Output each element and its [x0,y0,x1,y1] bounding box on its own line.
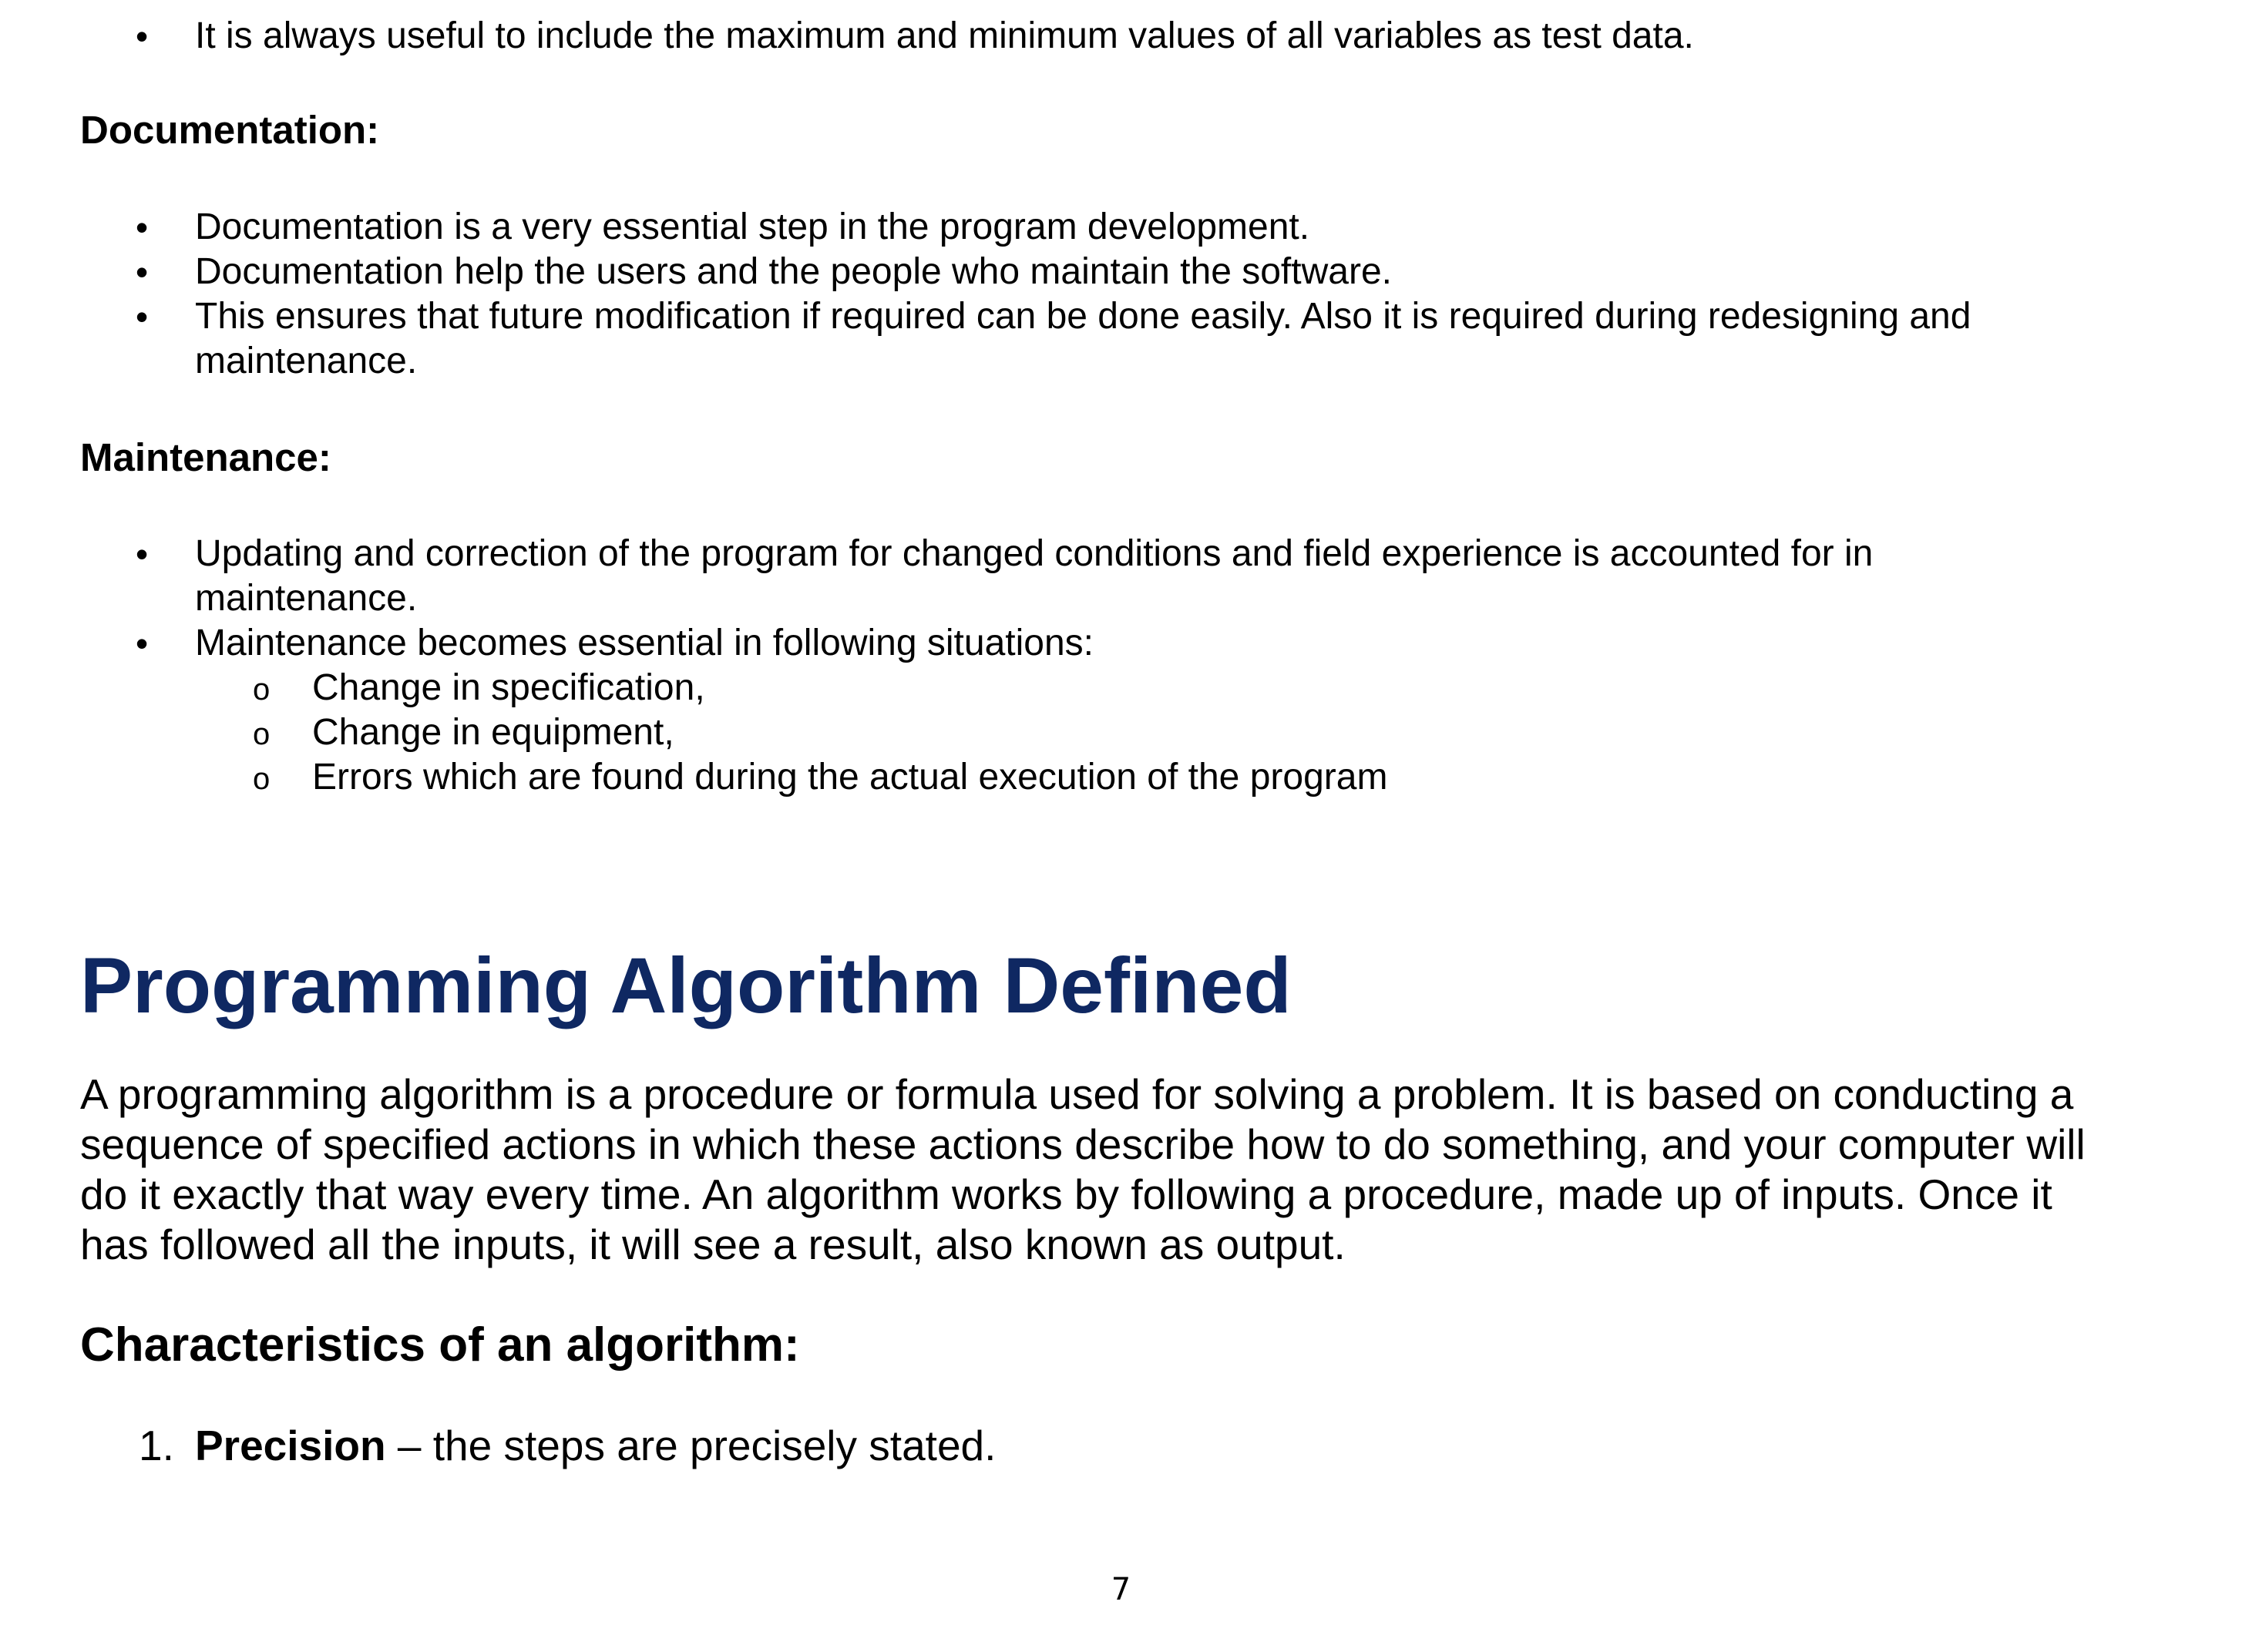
page-number: 7 [1111,1572,1131,1607]
maintenance-sub-bullet-3: Errors which are found during the actual execution of the program [312,757,1388,797]
list-item-term: Precision [195,1422,386,1469]
list-item-number: 1. [139,1422,174,1469]
documentation-bullet-3: This ensures that future modification if required can be done easily. Also it is required during redesigning and [195,296,1971,337]
algorithm-paragraph-line-3: do it exactly that way every time. An algorithm works by following a procedure, made up of inputs. Once it [80,1170,2052,1218]
algorithm-paragraph-line-4: has followed all the inputs, it will see a result, also known as output. [80,1221,1346,1268]
documentation-bullet-1: Documentation is a very essential step in the program development. [195,206,1310,247]
bullet-marker: • [136,534,149,574]
bullet-marker: • [136,297,149,337]
algorithm-section-title: Programming Algorithm Defined [80,942,1292,1029]
sub-bullet-marker: o [253,673,271,707]
bullet-marker: • [136,252,149,292]
maintenance-bullet-1: Updating and correction of the program for changed conditions and field experience is accounted for in [195,533,1874,574]
algorithm-paragraph-line-1: A programming algorithm is a procedure or formula used for solving a problem. It is based on conducting a [80,1070,2074,1118]
testing-bullet-text: It is always useful to include the maximum and minimum values of all variables as test data. [195,15,1694,56]
documentation-bullet-3-continuation: maintenance. [195,341,418,381]
bullet-marker: • [136,623,149,663]
sub-bullet-marker: o [253,717,271,751]
maintenance-bullet-1-continuation: maintenance. [195,578,418,619]
sub-bullet-marker: o [253,762,271,796]
maintenance-heading: Maintenance: [80,435,331,479]
bullet-marker: • [136,16,149,56]
algorithm-paragraph-line-2: sequence of specified actions in which these actions describe how to do something, and your computer will [80,1120,2086,1168]
bullet-marker: • [136,207,149,247]
documentation-bullet-2: Documentation help the users and the people who maintain the software. [195,251,1392,292]
maintenance-sub-bullet-2: Change in equipment, [312,712,674,753]
characteristics-heading: Characteristics of an algorithm: [80,1318,800,1372]
documentation-heading: Documentation: [80,108,380,152]
list-item-description: – the steps are precisely stated. [385,1422,997,1469]
maintenance-bullet-2: Maintenance becomes essential in following situations: [195,623,1094,663]
list-item [195,1420,996,1471]
maintenance-sub-bullet-1: Change in specification, [312,667,705,708]
